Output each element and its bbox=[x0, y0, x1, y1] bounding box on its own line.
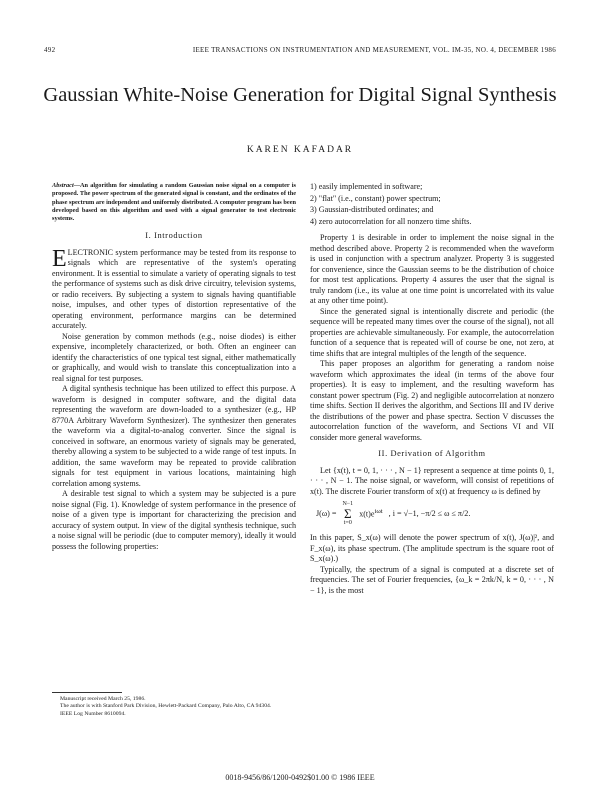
page-number: 492 bbox=[44, 46, 56, 54]
derivation-paragraph-1: Let {x(t), t = 0, 1, · · · , N − 1} represent a sequence at time points 0, 1, · · · , N − 1. The noise signal, or waveform, will consist of repetitions of x(t). The discrete Fourier transform of x(t) at frequency ω is defined by bbox=[310, 465, 554, 496]
left-column bbox=[52, 182, 296, 552]
property-item: 2) "flat" (i.e., constant) power spectrum; bbox=[310, 193, 441, 203]
intro-paragraph-1 bbox=[52, 245, 296, 332]
formula-term bbox=[359, 507, 382, 520]
abstract-text: —An algorithm for simulating a random Gaussian noise signal on a computer is proposed. The power spectrum of the generated signal is constant, and the ordinates of the phase spectrum are independent and uniformly distributed. A computer program has been developed based on this algorithm and used with a signal generator to test electronic systems. bbox=[52, 182, 296, 223]
derivation-paragraph-2: In this paper, S_x(ω) will denote the power spectrum of x(t), J(ω)|², and F_x(ω), its phase spectrum. (The amplitude spectrum is the square root of S_x(ω).) bbox=[310, 533, 554, 563]
sigma-symbol: Σ bbox=[344, 506, 352, 521]
section-heading-derivation: II. Derivation of Algorithm bbox=[378, 449, 486, 458]
journal-line: IEEE TRANSACTIONS ON INSTRUMENTATION AND MEASUREMENT, VOL. IM-35, NO. 4, DECEMBER 1986 bbox=[192, 46, 556, 54]
drop-cap: E bbox=[52, 245, 67, 272]
property-item: 3) Gaussian-distributed ordinates; and bbox=[310, 205, 434, 214]
formula-condition: , i = √−1, −π/2 ≤ ω ≤ π/2. bbox=[388, 508, 471, 518]
abstract-label: Abstract bbox=[52, 182, 74, 189]
section-heading-introduction: I. Introduction bbox=[145, 231, 203, 241]
abstract bbox=[52, 182, 296, 223]
intro-paragraph-4: A desirable test signal to which a system may be subjected is a pure noise signal (Fig. 1). Knowledge of system performance in the presence of noise of a given type is important for characterizing the precision and accuracy of system output. In view of the digital synthesis technique, such a noise signal will be periodic (due to computer memory), ideally it would possess the following properties: bbox=[52, 489, 296, 551]
summation bbox=[342, 501, 353, 527]
derivation-paragraph-3: Typically, the spectrum of a signal is computed at a discrete set of frequencies. The set of Fourier frequencies, {ω_k = 2πk/N, k = 0, · · · , N − 1}, is the most bbox=[310, 564, 554, 595]
footnote-manuscript: Manuscript received March 25, 1986. bbox=[60, 696, 146, 702]
proposal-paragraph: This paper proposes an algorithm for generating a random noise waveform which approximates the ideal (in terms of the above four properties). It is easy to implement, and the resulting waveform has constant power spectrum (Fig. 2) and negligible autocorrelation at nonzero time shifts. Section II derives the algorithm, and Sections III and IV derive the distributions of the power and phase spectra. Section V discusses the autocorrelation function of the waveform, and Sections VI and VII consider more general waveforms. bbox=[310, 359, 554, 442]
right-column bbox=[310, 182, 554, 596]
property-list bbox=[310, 182, 554, 227]
paper-title: Gaussian White-Noise Generation for Digital Signal Synthesis bbox=[43, 84, 557, 106]
sum-lower-limit: t=0 bbox=[343, 520, 352, 526]
document-code: 0018-9456/86/1200-0492$01.00 © 1986 IEEE bbox=[225, 773, 375, 782]
formula-exponent: iωt bbox=[374, 508, 383, 516]
intro-paragraph-2: Noise generation by common methods (e.g., noise diodes) is either expensive, incompletely characterized, or both. Often an engineer can identify the characteristics of one typical test signal, either mathematically or graphically, and would wish to translate this conceptualization into a real signal for test purposes. bbox=[52, 331, 296, 383]
footnote-log-number: IEEE Log Number 8610094. bbox=[60, 710, 126, 717]
property-item: 4) zero autocorrelation for all nonzero time shifts. bbox=[310, 216, 472, 226]
formula-term-base: x(t)e bbox=[359, 510, 375, 520]
intro-paragraph-3: A digital synthesis technique has been utilized to effect this purpose. A waveform is designed in computer software, and the digital data representing the waveform are down-loaded to a synthesizer (e.g., HP 8770A Arbitrary Waveform Synthesizer). The synthesizer then generates the waveform via a digital-to-analog converter. Since the signal is conceived in software, an enormous variety of signals may be generated, thereby allowing a system to be subjected to a wide range of test inputs. In addition, the same waveform may be repeated to provide calibration signals for test equipment in various locations, maintaining high correlation among systems. bbox=[52, 384, 296, 488]
footnote-rule bbox=[52, 692, 122, 693]
intro-paragraph-1-text: LECTRONIC system performance may be tested from its response to signals which are representative of the system's operating environment. It is essential to simulate a variety of operating signals to test the performance of systems such as disk drive circuitry, television systems, or radio receivers. By subjecting a system to signals having quantifiable noise, impulses, and other types of distortion representative of the operating environment, performance margins can be determined accurately. bbox=[52, 247, 296, 331]
formula-lhs: J(ω) = bbox=[316, 508, 337, 518]
author-name: KAREN KAFADAR bbox=[246, 145, 354, 155]
sum-upper-limit: N−1 bbox=[342, 501, 354, 507]
periodic-paragraph: Since the generated signal is intentionally discrete and periodic (the sequence will be repeated many times over the course of the signal), not all properties are achievable simultaneously. For example, the autocorrelation function of a sequence that is repeated will of course be one, not zero, at time shifts that are integral multiples of the length of the sequence. bbox=[310, 306, 554, 358]
footnotes bbox=[52, 692, 296, 718]
property-item: 1) easily implemented in software; bbox=[310, 182, 423, 191]
dft-formula bbox=[310, 501, 554, 527]
footnote-affiliation: The author is with Stanford Park Division, Hewlett-Packard Company, Palo Alto, CA 94304. bbox=[60, 703, 272, 710]
properties-paragraph: Property 1 is desirable in order to implement the noise signal in the method described above. Property 2 is recommended when the waveform is used in conjunction with a spectrum analyzer. Property 3 is suggested for convenience, since the Gaussian seems to be the distribution of choice for most test applications. Property 4 assures the user that the signal is truly random (i.e., its value at one time point is uncorrelated with its value at any other time point). bbox=[310, 233, 554, 305]
